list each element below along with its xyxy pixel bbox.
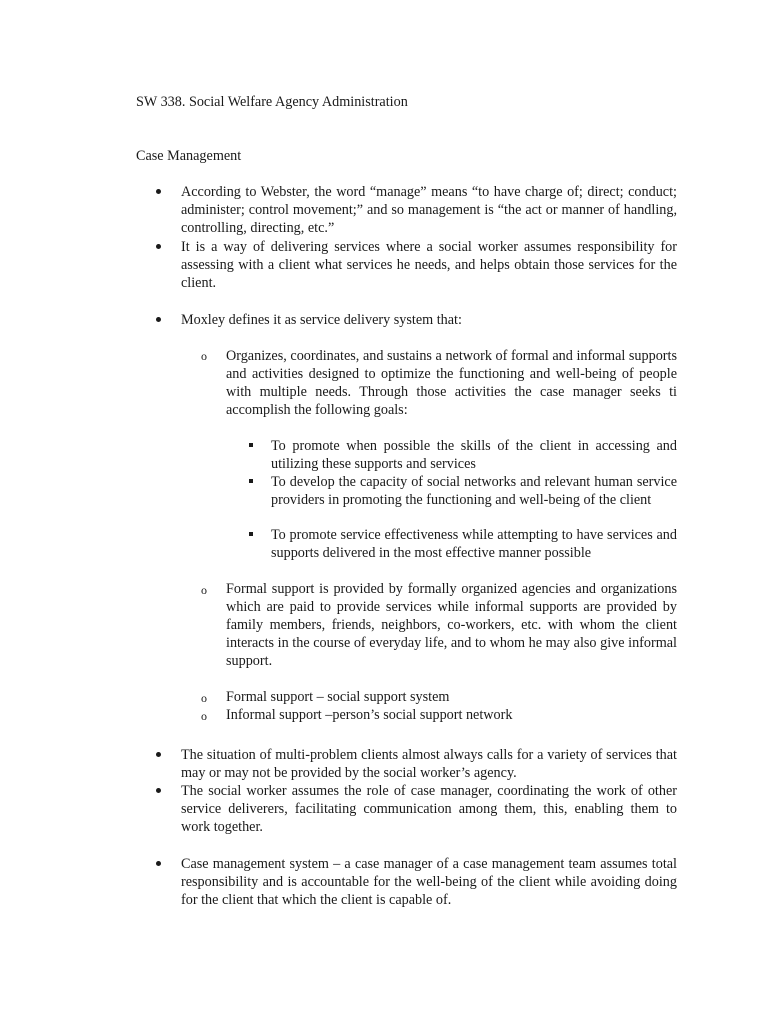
- bullet-item: The situation of multi-problem clients almost always calls for a variety of services that may or may not be provided by the social worker’s agency.: [181, 747, 677, 781]
- bullet-dot: [156, 317, 161, 322]
- sub-bullet-item: Organizes, coordinates, and sustains a network of formal and informal supports and activities designed to optimize the functioning and well-being of people with multiple needs. Through those activities the case manager seeks ti accomplish the following goals:: [226, 348, 677, 418]
- bullet-dot: [156, 189, 161, 194]
- bullet-dot: [156, 788, 161, 793]
- document-title: SW 338. Social Welfare Agency Administration: [136, 94, 408, 110]
- bullet-item: It is a way of delivering services where a social worker assumes responsibility for assessing with a client what services he needs, and helps obtain those services for the client.: [181, 239, 677, 291]
- sub-bullet-circle: o: [201, 709, 207, 723]
- square-bullet: [249, 443, 253, 447]
- bullet-dot: [156, 861, 161, 866]
- bullet-dot: [156, 244, 161, 249]
- sub-bullet-circle: o: [201, 691, 207, 705]
- bullet-item: According to Webster, the word “manage” means “to have charge of; direct; conduct; administer; control movement;” and so management is “the act or manner of handling, controlling, directing, etc.”: [181, 184, 677, 236]
- goal-item: To develop the capacity of social networks and relevant human service providers in promoting the functioning and well-being of the client: [271, 474, 677, 508]
- square-bullet: [249, 479, 253, 483]
- bullet-item: The social worker assumes the role of case manager, coordinating the work of other service deliverers, facilitating communication among them, this, enabling them to work together.: [181, 783, 677, 835]
- goal-item: To promote service effectiveness while attempting to have services and supports delivered in the most effective manner possible: [271, 527, 677, 561]
- section-heading: Case Management: [136, 148, 242, 164]
- sub-bullet-circle: o: [201, 583, 207, 597]
- goal-item: To promote when possible the skills of the client in accessing and utilizing these supports and services: [271, 438, 677, 472]
- sub-bullet-item: Informal support –person’s social support network: [226, 707, 513, 723]
- bullet-item: Case management system – a case manager of a case management team assumes total responsibility and is accountable for the well-being of the client while avoiding doing for the client that which the client is capable of.: [181, 856, 677, 908]
- square-bullet: [249, 532, 253, 536]
- bullet-item: Moxley defines it as service delivery system that:: [181, 312, 462, 328]
- sub-bullet-circle: o: [201, 349, 207, 363]
- bullet-dot: [156, 752, 161, 757]
- sub-bullet-item: Formal support – social support system: [226, 689, 450, 705]
- sub-bullet-item: Formal support is provided by formally organized agencies and organizations which are paid to provide services while informal supports are provided by family members, friends, neighbors, co-workers, etc. with whom the client interacts in the course of everyday life, and to whom he may also give informal support.: [226, 581, 677, 669]
